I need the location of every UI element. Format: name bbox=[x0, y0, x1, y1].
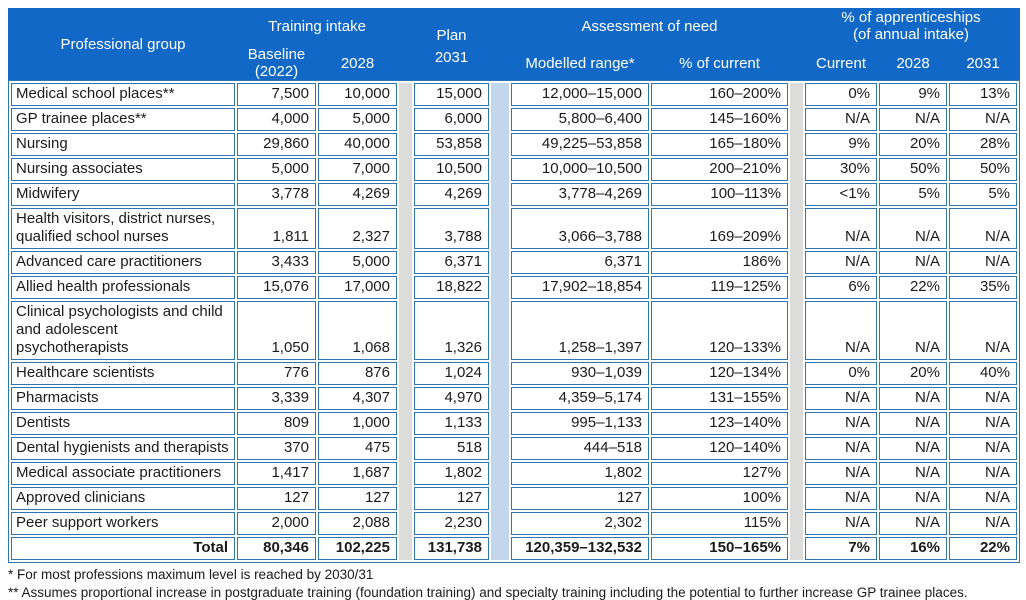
spacer-column-blue bbox=[491, 83, 509, 560]
cell-baseline: 776 bbox=[237, 362, 316, 385]
cell-appr-2031: N/A bbox=[949, 251, 1017, 274]
cell-modelled-range: 1,258–1,397 bbox=[511, 301, 649, 360]
cell-appr-current: 9% bbox=[805, 133, 877, 156]
total-cell-intake-2028: 102,225 bbox=[318, 537, 397, 560]
cell-intake-2028: 1,687 bbox=[318, 462, 397, 485]
cell-modelled-range: 127 bbox=[511, 487, 649, 510]
cell-baseline: 1,811 bbox=[237, 208, 316, 249]
cell-intake-2028: 1,000 bbox=[318, 412, 397, 435]
cell-modelled-range: 12,000–15,000 bbox=[511, 83, 649, 106]
cell-appr-2028: 9% bbox=[879, 83, 947, 106]
cell-appr-2031: 13% bbox=[949, 83, 1017, 106]
total-cell-plan-2031: 131,738 bbox=[414, 537, 489, 560]
spacer-column-gray-2 bbox=[790, 83, 803, 560]
row-label: Clinical psychologists and child and adolescent psychotherapists bbox=[11, 301, 235, 360]
row-label: Approved clinicians bbox=[11, 487, 235, 510]
cell-plan-2031: 3,788 bbox=[414, 208, 489, 249]
cell-appr-2031: 40% bbox=[949, 362, 1017, 385]
cell-intake-2028: 4,307 bbox=[318, 387, 397, 410]
cell-pct-of-current: 120–133% bbox=[651, 301, 788, 360]
cell-intake-2028: 2,088 bbox=[318, 512, 397, 535]
col-header-pct-of-current: % of current bbox=[679, 54, 760, 72]
footnote-1: * For most professions maximum level is reached by 2030/31 bbox=[8, 567, 374, 582]
cell-intake-2028: 2,327 bbox=[318, 208, 397, 249]
total-row-label: Total bbox=[11, 537, 235, 560]
row-label: Midwifery bbox=[11, 183, 235, 206]
cell-appr-current: N/A bbox=[805, 512, 877, 535]
cell-appr-2031: N/A bbox=[949, 512, 1017, 535]
cell-plan-2031: 6,000 bbox=[414, 108, 489, 131]
col-header-appr-2028: 2028 bbox=[896, 54, 930, 72]
cell-baseline: 809 bbox=[237, 412, 316, 435]
cell-appr-2031: 50% bbox=[949, 158, 1017, 181]
cell-appr-2028: 20% bbox=[879, 362, 947, 385]
col-header-appr-current: Current bbox=[815, 54, 867, 72]
cell-baseline: 4,000 bbox=[237, 108, 316, 131]
cell-appr-2031: N/A bbox=[949, 208, 1017, 249]
total-cell-baseline: 80,346 bbox=[237, 537, 316, 560]
cell-pct-of-current: 100% bbox=[651, 487, 788, 510]
row-label: Nursing bbox=[11, 133, 235, 156]
cell-appr-2031: N/A bbox=[949, 437, 1017, 460]
total-cell-appr-2031: 22% bbox=[949, 537, 1017, 560]
cell-intake-2028: 10,000 bbox=[318, 83, 397, 106]
cell-modelled-range: 995–1,133 bbox=[511, 412, 649, 435]
cell-appr-2031: 35% bbox=[949, 276, 1017, 299]
row-label: Allied health professionals bbox=[11, 276, 235, 299]
cell-plan-2031: 1,024 bbox=[414, 362, 489, 385]
cell-plan-2031: 4,970 bbox=[414, 387, 489, 410]
row-label: Healthcare scientists bbox=[11, 362, 235, 385]
cell-baseline: 3,339 bbox=[237, 387, 316, 410]
cell-baseline: 5,000 bbox=[237, 158, 316, 181]
cell-baseline: 15,076 bbox=[237, 276, 316, 299]
cell-intake-2028: 17,000 bbox=[318, 276, 397, 299]
cell-appr-2031: N/A bbox=[949, 108, 1017, 131]
row-label: Dentists bbox=[11, 412, 235, 435]
cell-appr-2031: N/A bbox=[949, 301, 1017, 360]
cell-intake-2028: 40,000 bbox=[318, 133, 397, 156]
row-label: Pharmacists bbox=[11, 387, 235, 410]
total-cell-modelled-range: 120,359–132,532 bbox=[511, 537, 649, 560]
cell-baseline: 7,500 bbox=[237, 83, 316, 106]
cell-intake-2028: 5,000 bbox=[318, 251, 397, 274]
cell-appr-current: 6% bbox=[805, 276, 877, 299]
cell-plan-2031: 6,371 bbox=[414, 251, 489, 274]
cell-appr-current: N/A bbox=[805, 301, 877, 360]
col-header-baseline-2022: Baseline (2022) bbox=[247, 46, 306, 80]
col-header-intake-2028: 2028 bbox=[340, 54, 375, 72]
total-cell-appr-current: 7% bbox=[805, 537, 877, 560]
cell-modelled-range: 3,066–3,788 bbox=[511, 208, 649, 249]
cell-intake-2028: 4,269 bbox=[318, 183, 397, 206]
cell-appr-current: N/A bbox=[805, 437, 877, 460]
cell-plan-2031: 15,000 bbox=[414, 83, 489, 106]
cell-pct-of-current: 131–155% bbox=[651, 387, 788, 410]
cell-pct-of-current: 165–180% bbox=[651, 133, 788, 156]
cell-pct-of-current: 186% bbox=[651, 251, 788, 274]
cell-appr-2031: N/A bbox=[949, 387, 1017, 410]
table-body bbox=[8, 80, 1020, 563]
cell-modelled-range: 6,371 bbox=[511, 251, 649, 274]
total-cell-appr-2028: 16% bbox=[879, 537, 947, 560]
apprenticeships-header-line1: % of apprenticeships bbox=[841, 9, 981, 26]
cell-appr-current: N/A bbox=[805, 387, 877, 410]
cell-plan-2031: 4,269 bbox=[414, 183, 489, 206]
row-label: Dental hygienists and therapists bbox=[11, 437, 235, 460]
cell-pct-of-current: 145–160% bbox=[651, 108, 788, 131]
table-header bbox=[8, 8, 1020, 80]
cell-intake-2028: 1,068 bbox=[318, 301, 397, 360]
col-header-appr-2031: 2031 bbox=[966, 54, 1000, 72]
cell-appr-2028: N/A bbox=[879, 251, 947, 274]
cell-appr-2028: 20% bbox=[879, 133, 947, 156]
col-header-apprenticeships bbox=[805, 9, 1017, 43]
cell-modelled-range: 930–1,039 bbox=[511, 362, 649, 385]
footnotes bbox=[8, 566, 1020, 600]
cell-plan-2031: 18,822 bbox=[414, 276, 489, 299]
row-label: Health visitors, district nurses, qualified school nurses bbox=[11, 208, 235, 249]
row-label: GP trainee places** bbox=[11, 108, 235, 131]
cell-baseline: 3,433 bbox=[237, 251, 316, 274]
cell-intake-2028: 127 bbox=[318, 487, 397, 510]
cell-appr-2028: 50% bbox=[879, 158, 947, 181]
cell-intake-2028: 7,000 bbox=[318, 158, 397, 181]
cell-baseline: 1,050 bbox=[237, 301, 316, 360]
cell-plan-2031: 1,133 bbox=[414, 412, 489, 435]
total-cell-pct-of-current: 150–165% bbox=[651, 537, 788, 560]
cell-pct-of-current: 115% bbox=[651, 512, 788, 535]
cell-appr-current: N/A bbox=[805, 108, 877, 131]
row-label: Medical school places** bbox=[11, 83, 235, 106]
col-header-training-intake: Training intake bbox=[268, 17, 366, 35]
cell-intake-2028: 475 bbox=[318, 437, 397, 460]
cell-modelled-range: 10,000–10,500 bbox=[511, 158, 649, 181]
row-label: Nursing associates bbox=[11, 158, 235, 181]
cell-appr-2028: 5% bbox=[879, 183, 947, 206]
cell-appr-current: 0% bbox=[805, 362, 877, 385]
cell-modelled-range: 444–518 bbox=[511, 437, 649, 460]
cell-pct-of-current: 120–140% bbox=[651, 437, 788, 460]
cell-appr-2028: N/A bbox=[879, 437, 947, 460]
col-header-assessment-of-need: Assessment of need bbox=[581, 17, 718, 35]
cell-plan-2031: 127 bbox=[414, 487, 489, 510]
cell-pct-of-current: 119–125% bbox=[651, 276, 788, 299]
row-label: Medical associate practitioners bbox=[11, 462, 235, 485]
cell-appr-current: N/A bbox=[805, 251, 877, 274]
cell-appr-2031: N/A bbox=[949, 462, 1017, 485]
cell-baseline: 3,778 bbox=[237, 183, 316, 206]
cell-modelled-range: 3,778–4,269 bbox=[511, 183, 649, 206]
row-label: Advanced care practitioners bbox=[11, 251, 235, 274]
cell-plan-2031: 10,500 bbox=[414, 158, 489, 181]
cell-appr-current: N/A bbox=[805, 462, 877, 485]
cell-appr-2028: N/A bbox=[879, 512, 947, 535]
cell-intake-2028: 5,000 bbox=[318, 108, 397, 131]
cell-plan-2031: 1,326 bbox=[414, 301, 489, 360]
cell-plan-2031: 518 bbox=[414, 437, 489, 460]
col-header-plan: Plan bbox=[436, 27, 467, 44]
cell-intake-2028: 876 bbox=[318, 362, 397, 385]
cell-appr-2028: N/A bbox=[879, 208, 947, 249]
cell-appr-2028: N/A bbox=[879, 487, 947, 510]
col-header-plan-2031: 2031 bbox=[434, 49, 469, 66]
col-header-professional-group: Professional group bbox=[60, 35, 186, 53]
cell-appr-2031: 5% bbox=[949, 183, 1017, 206]
cell-pct-of-current: 127% bbox=[651, 462, 788, 485]
cell-appr-2028: N/A bbox=[879, 462, 947, 485]
cell-appr-2028: 22% bbox=[879, 276, 947, 299]
workforce-plan-table bbox=[8, 8, 1020, 563]
cell-appr-2028: N/A bbox=[879, 301, 947, 360]
cell-modelled-range: 4,359–5,174 bbox=[511, 387, 649, 410]
cell-baseline: 1,417 bbox=[237, 462, 316, 485]
cell-baseline: 2,000 bbox=[237, 512, 316, 535]
cell-appr-current: 30% bbox=[805, 158, 877, 181]
cell-appr-current: 0% bbox=[805, 83, 877, 106]
cell-appr-2031: 28% bbox=[949, 133, 1017, 156]
cell-pct-of-current: 120–134% bbox=[651, 362, 788, 385]
cell-baseline: 127 bbox=[237, 487, 316, 510]
footnote-2: ** Assumes proportional increase in postgraduate training (foundation training) and specialty training including the potential to further increase GP trainee places. bbox=[8, 585, 968, 600]
cell-appr-2028: N/A bbox=[879, 412, 947, 435]
cell-plan-2031: 53,858 bbox=[414, 133, 489, 156]
cell-appr-current: N/A bbox=[805, 208, 877, 249]
cell-appr-current: N/A bbox=[805, 487, 877, 510]
cell-appr-current: <1% bbox=[805, 183, 877, 206]
cell-pct-of-current: 123–140% bbox=[651, 412, 788, 435]
cell-modelled-range: 2,302 bbox=[511, 512, 649, 535]
cell-appr-2031: N/A bbox=[949, 487, 1017, 510]
cell-pct-of-current: 200–210% bbox=[651, 158, 788, 181]
apprenticeships-header-line2: (of annual intake) bbox=[853, 26, 969, 43]
cell-modelled-range: 1,802 bbox=[511, 462, 649, 485]
cell-modelled-range: 5,800–6,400 bbox=[511, 108, 649, 131]
spacer-column-gray-1 bbox=[399, 83, 412, 560]
row-label: Peer support workers bbox=[11, 512, 235, 535]
cell-appr-2028: N/A bbox=[879, 108, 947, 131]
cell-modelled-range: 49,225–53,858 bbox=[511, 133, 649, 156]
cell-appr-2028: N/A bbox=[879, 387, 947, 410]
cell-appr-2031: N/A bbox=[949, 412, 1017, 435]
cell-pct-of-current: 169–209% bbox=[651, 208, 788, 249]
cell-pct-of-current: 100–113% bbox=[651, 183, 788, 206]
cell-plan-2031: 2,230 bbox=[414, 512, 489, 535]
cell-baseline: 370 bbox=[237, 437, 316, 460]
cell-plan-2031: 1,802 bbox=[414, 462, 489, 485]
cell-appr-current: N/A bbox=[805, 412, 877, 435]
cell-pct-of-current: 160–200% bbox=[651, 83, 788, 106]
col-header-modelled-range: Modelled range* bbox=[525, 54, 635, 72]
cell-modelled-range: 17,902–18,854 bbox=[511, 276, 649, 299]
cell-baseline: 29,860 bbox=[237, 133, 316, 156]
